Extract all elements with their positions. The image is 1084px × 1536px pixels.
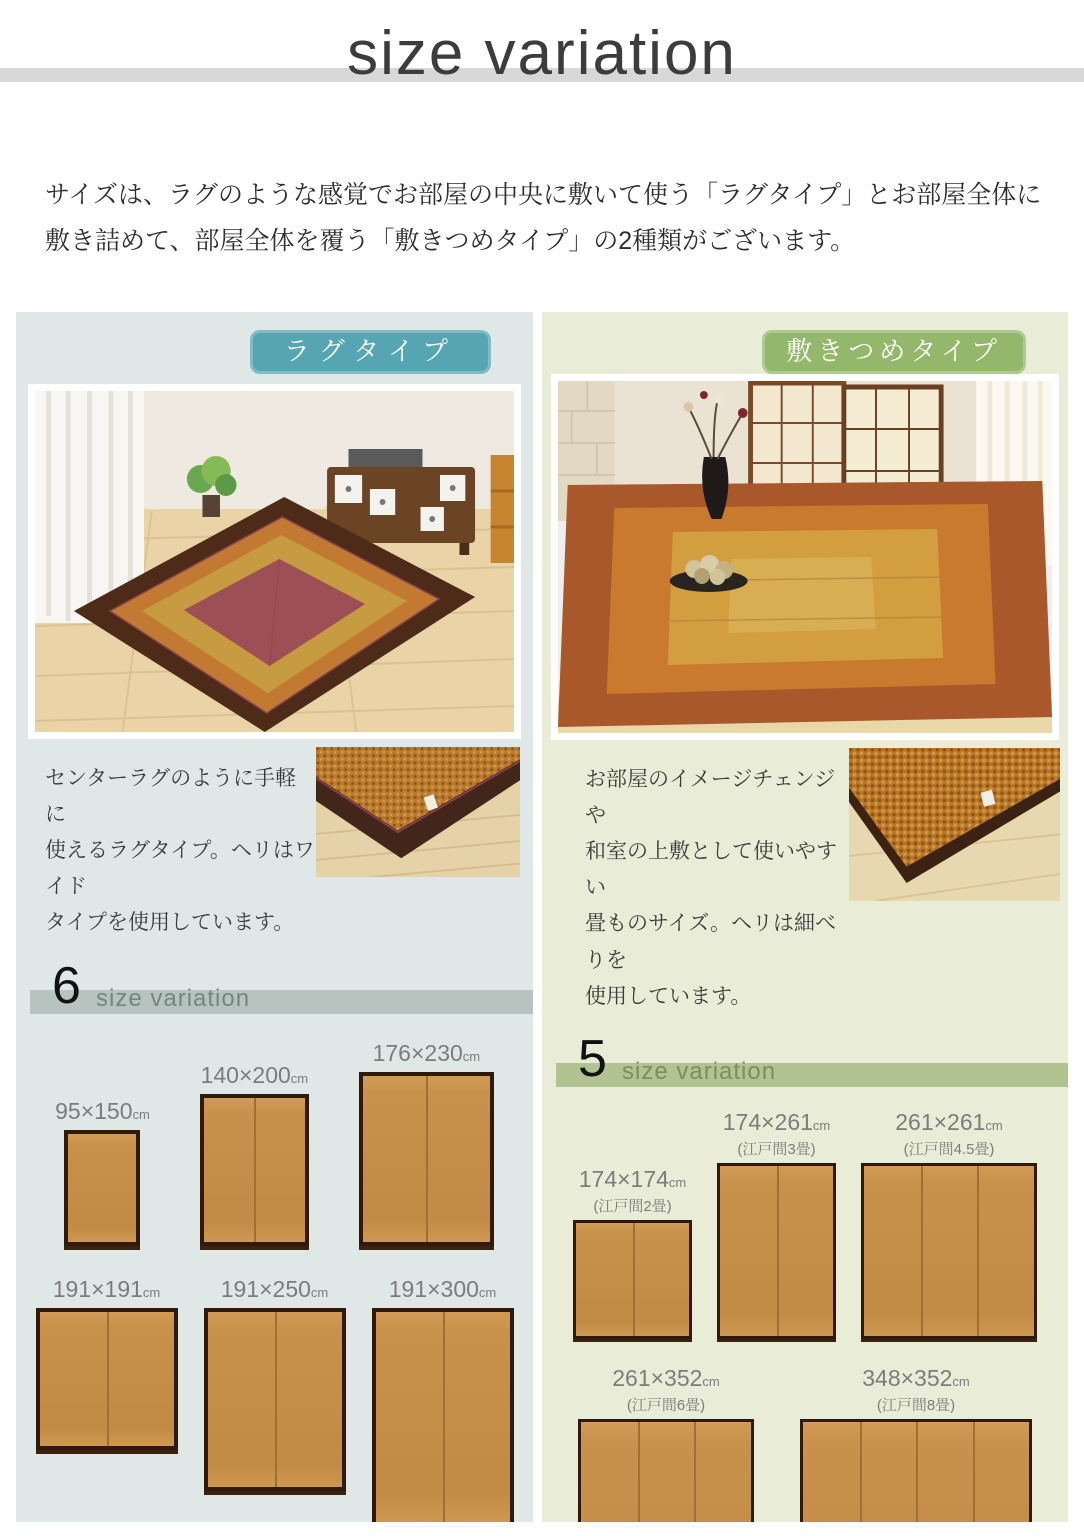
size-rect — [200, 1094, 309, 1246]
page-title: size variation — [347, 19, 737, 88]
size-rect — [800, 1419, 1032, 1522]
intro-text — [45, 172, 1044, 264]
size-count: 6 — [52, 956, 81, 1015]
wide-border-closeup-illustration — [316, 747, 520, 877]
size-label: 191×191cm — [52, 1275, 161, 1302]
size-rect — [36, 1308, 178, 1450]
desc-line-3: タイプを使用しています。 — [45, 911, 295, 935]
size-label: 174×174cm — [578, 1165, 687, 1192]
size-item-191x300 — [372, 1276, 514, 1522]
panel-rug-type — [16, 312, 533, 1522]
tatami-room-illustration — [558, 381, 1052, 733]
shikitsume-description-row — [542, 748, 1068, 1015]
rug-size-row-2 — [16, 1276, 533, 1522]
size-label: 176×230cm — [372, 1039, 481, 1066]
shikitsume-room-photo — [551, 374, 1059, 740]
desc-line-1: お部屋のイメージチェンジや — [585, 768, 836, 828]
size-count: 5 — [578, 1029, 607, 1088]
size-item-95x150 — [55, 1098, 150, 1246]
desc-line-1: センターラグのように手軽に — [45, 767, 297, 827]
rug-type-size-header — [16, 956, 533, 1030]
size-item-191x191 — [36, 1276, 178, 1450]
panel-seam — [107, 1312, 109, 1446]
size-sublabel: (江戸間6畳) — [626, 1396, 706, 1414]
size-item-261x261 — [861, 1109, 1037, 1339]
size-rect — [717, 1163, 836, 1339]
size-rect — [861, 1163, 1037, 1339]
thin-border-closeup-photo — [849, 748, 1060, 918]
panel-seam — [443, 1312, 445, 1522]
shikitsume-badge: 敷きつめタイプ — [762, 330, 1026, 374]
panel-seam — [275, 1312, 277, 1487]
size-label: 174×261cm — [722, 1108, 831, 1135]
size-rect — [359, 1072, 494, 1246]
size-label: 261×352cm — [612, 1364, 720, 1391]
rug-size-row-1 — [16, 1040, 533, 1246]
desc-line-4: 使用しています。 — [585, 984, 752, 1008]
size-item-140x200 — [200, 1062, 309, 1246]
size-label: 140×200cm — [200, 1061, 309, 1088]
living-room-illustration — [35, 391, 514, 732]
size-rect — [573, 1220, 692, 1339]
size-sublabel: (江戸間8畳) — [876, 1396, 956, 1414]
intro-line-2: 敷き詰めて、部屋全体を覆う「敷きつめタイプ」の2種類がございます。 — [45, 227, 856, 255]
rug-type-description — [45, 747, 316, 942]
type-panels — [0, 312, 1084, 1522]
size-label: 261×261cm — [895, 1108, 1003, 1135]
desc-line-2: 使えるラグタイプ。ヘリはワイド — [45, 839, 315, 899]
size-label: 348×352cm — [862, 1364, 970, 1391]
size-rect — [578, 1419, 754, 1522]
rug-size-row-2 — [542, 1365, 1068, 1522]
size-sublabel: (江戸間2畳) — [593, 1197, 672, 1215]
rug-size-row-1 — [542, 1109, 1068, 1339]
shikitsume-badge-row — [542, 312, 1068, 374]
rug-type-badge-row — [16, 312, 533, 374]
size-label: 191×250cm — [220, 1275, 329, 1302]
panel-seam — [254, 1098, 256, 1242]
page-header — [0, 19, 1084, 122]
panel-seam — [633, 1223, 635, 1336]
size-sublabel: (江戸間4.5畳) — [903, 1140, 995, 1158]
shikitsume-description — [571, 748, 849, 1015]
panel-seam — [860, 1422, 862, 1522]
panel-seam — [777, 1166, 779, 1336]
thin-border-closeup-illustration — [849, 748, 1060, 901]
panel-seam — [426, 1076, 428, 1242]
wide-border-closeup-photo — [316, 747, 520, 897]
rug-type-description-row — [16, 747, 533, 942]
intro-line-1: サイズは、ラグのような感覚でお部屋の中央に敷いて使う「ラグタイプ」とお部屋全体に — [45, 181, 1042, 209]
desc-line-3: 畳ものサイズ。ヘリは細べりを — [585, 912, 836, 972]
side-cabinet — [491, 455, 514, 563]
panel-shikitsume-type — [542, 312, 1068, 1522]
size-caption: size variation — [622, 1057, 777, 1085]
panel-seam — [638, 1422, 640, 1522]
rug-illustration — [558, 481, 1052, 727]
panel-seam — [916, 1422, 918, 1522]
panel-seam — [973, 1422, 975, 1522]
size-label: 95×150cm — [55, 1097, 150, 1124]
size-item-348x352 — [800, 1365, 1032, 1522]
size-item-174x174 — [573, 1166, 692, 1339]
size-item-261x352 — [578, 1365, 754, 1522]
panel-seam — [921, 1166, 923, 1336]
panel-seam — [977, 1166, 979, 1336]
size-label: 191×300cm — [388, 1275, 497, 1302]
size-item-174x261 — [717, 1109, 836, 1339]
panel-seam — [694, 1422, 696, 1522]
size-item-176x230 — [359, 1040, 494, 1246]
size-sublabel: (江戸間3畳) — [737, 1140, 816, 1158]
desc-line-2: 和室の上敷として使いやすい — [585, 840, 837, 900]
size-rect — [64, 1130, 140, 1246]
size-rect — [204, 1308, 346, 1491]
rug-type-room-photo — [28, 384, 521, 739]
size-rect — [372, 1308, 514, 1522]
shikitsume-size-header — [542, 1029, 1068, 1103]
rug-type-badge: ラグタイプ — [250, 330, 491, 374]
size-caption: size variation — [96, 984, 251, 1012]
size-item-191x250 — [204, 1276, 346, 1491]
